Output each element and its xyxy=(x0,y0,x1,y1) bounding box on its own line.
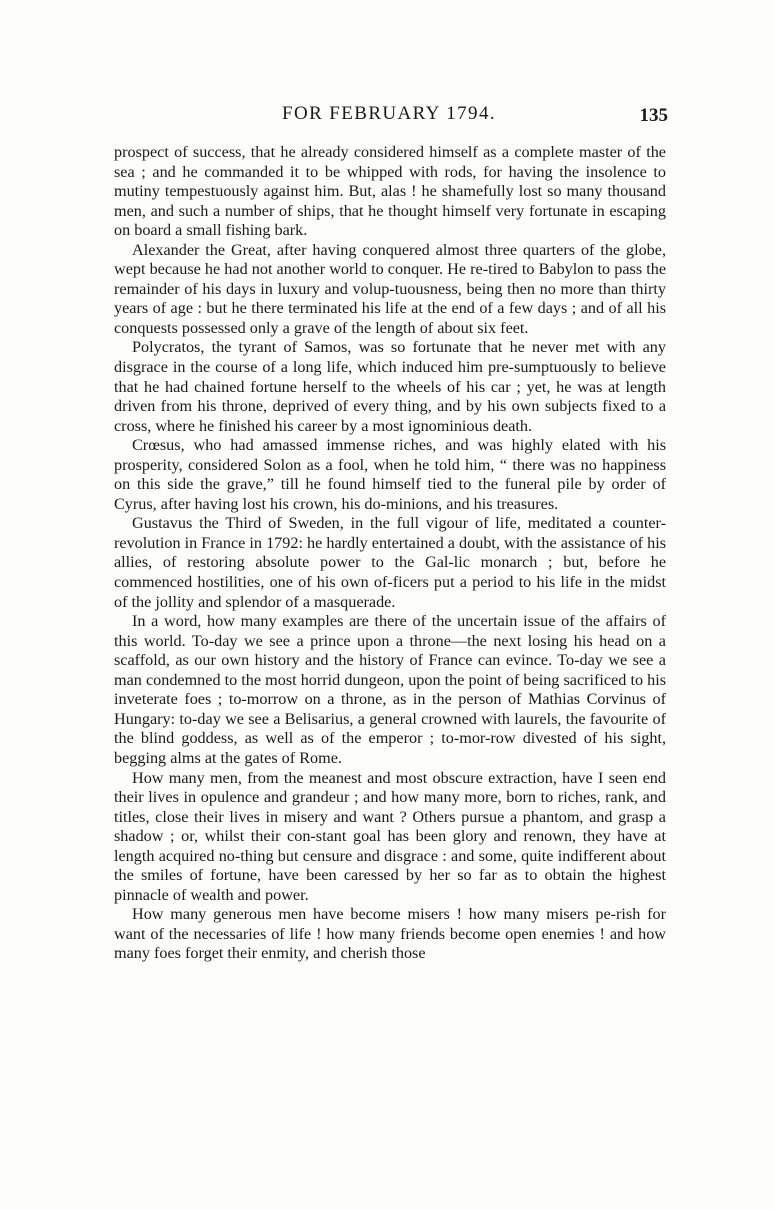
running-head xyxy=(110,103,668,133)
paragraph-polycratos: Polycratos, the tyrant of Samos, was so fortunate that he never met with any disgrace in the course of a long life, which induced him pre-sumptuously to believe that he had chained fortune herself to the wheels of his car ; yet, he was at length driven from his throne, deprived of every thing, and by his own subjects fixed to a cross, where he finished his career by a most ignominious death. xyxy=(114,338,666,435)
paragraph-xerxes-continuation: prospect of success, that he already considered himself as a complete master of the sea ; and he commanded it to be whipped with rods, for having the insolence to mutiny tempestuously against him. But, alas ! he shamefully lost so many thousand men, and such a number of ships, that he thought himself very fortunate in escaping on board a small fishing bark. xyxy=(114,143,666,240)
paragraph-gustavus: Gustavus the Third of Sweden, in the full vigour of life, meditated a counter-revolution in France in 1792: he hardly entertained a doubt, with the assistance of his allies, of restoring absolute power to the Gal-lic monarch ; but, before he commenced hostilities, one of his own of-ficers put a period to his life in the midst of the jollity and splendor of a masquerade. xyxy=(114,514,666,611)
page-number: 135 xyxy=(639,105,668,126)
paragraph-uncertain-issue: In a word, how many examples are there of the uncertain issue of the affairs of this world. To-day we see a prince upon a throne—the next losing his head on a scaffold, as our own history and the history of France can evince. To-day we see a man condemned to the most horrid dungeon, upon the point of being sacrificed to his inveterate foes ; to-morrow on a throne, as in the person of Mathias Corvinus of Hungary: to-day we see a Belisarius, a general crowned with laurels, the favourite of the blind goddess, as well as of the emperor ; to-mor-row divested of his sight, begging alms at the gates of Rome. xyxy=(114,612,666,767)
paragraph-obscure-extraction: How many men, from the meanest and most obscure extraction, have I seen end their lives in opulence and grandeur ; and how many more, born to riches, rank, and titles, close their lives in misery and want ? Others pursue a phantom, and grasp a shadow ; or, whilst their con-stant goal has been glory and renown, they have at length acquired no-thing but censure and disgrace : and some, quite indifferent about the smiles of fortune, have been caressed by her so far as to obtain the highest pinnacle of wealth and power. xyxy=(114,768,666,904)
paragraph-generous-men: How many generous men have become misers ! how many misers pe-rish for want of the necessaries of life ! how many friends become open enemies ! and how many foes forget their enmity, and cherish those xyxy=(114,905,666,963)
paragraph-croesus: Crœsus, who had amassed immense riches, and was highly elated with his prosperity, considered Solon as a fool, when he told him, “ there was no happiness on this side the grave,” till he found himself tied to the funeral pile by order of Cyrus, after having lost his crown, his do-minions, and his treasures. xyxy=(114,436,666,513)
paragraph-alexander: Alexander the Great, after having conquered almost three quarters of the globe, wept because he had not another world to conquer. He re-tired to Babylon to pass the remainder of his days in luxury and volup-tuousness, being then no more than thirty years of age : but he there terminated his life at the end of a few days ; and of all his conquests possessed only a grave of the length of about six feet. xyxy=(114,240,666,337)
running-title: FOR FEBRUARY 1794. xyxy=(281,103,496,124)
body-text xyxy=(114,143,666,964)
